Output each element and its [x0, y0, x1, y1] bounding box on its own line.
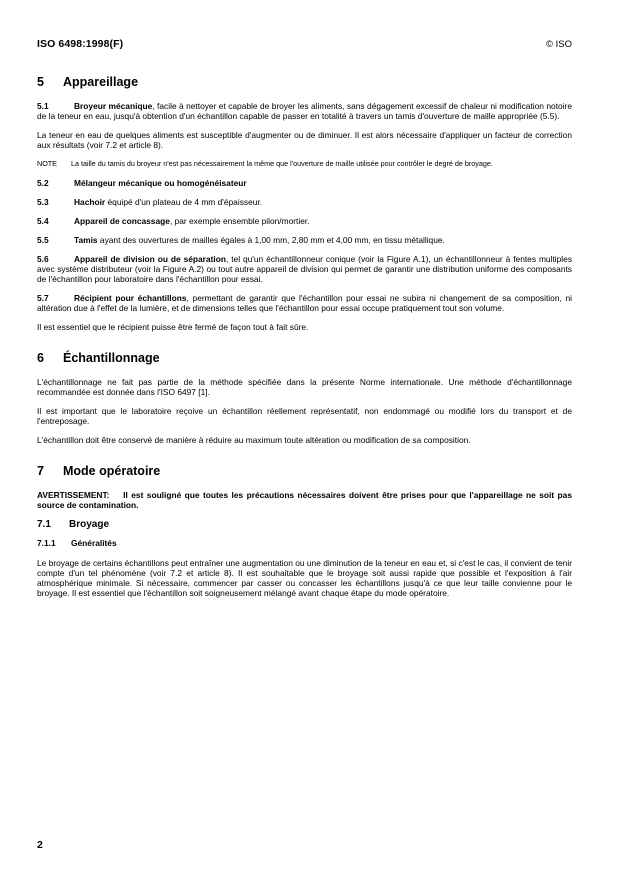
section-6-heading — [37, 351, 572, 365]
section-5-heading — [37, 75, 572, 89]
paragraph: Le broyage de certains échantillons peut entraîner une augmentation ou une diminution de la teneur en eau et, si c'est le cas, il convient de tenir compte d'un tel phénomène (voir 7.2 et article 8). Il est souhaitable que le broyage soit aussi rapide que possible et l'exposition à l'air atmosphérique minimale. Si nécessaire, commencer par casser ou concasser les échantillons jusqu'à ce que leur taille convienne pour le broyage. Il est essentiel que l'échantillon soit soigneusement mélangé avant chaque étape du mode opératoire. — [37, 557, 572, 598]
subsection-number: 7.1.1 — [37, 537, 56, 548]
paragraph: La teneur en eau de quelques aliments est susceptible d'augmenter ou de diminuer. Il est alors nécessaire d'appliquer un facteur de correction aux résultats (voir 7.2 et article 8). — [37, 130, 572, 150]
warning-text: AVERTISSEMENT: Il est souligné que toutes les précautions nécessaires doivent être prises pour que l'appareillage ne soit pas source de contamination. — [37, 489, 572, 510]
clause-5-7: 5.7 Récipient pour échantillons, permettant de garantir que l'échantillon pour essai ne subira ni changement de sa composition, ni altération due à l'effet de la lumière, et de dimensions telles que l'échantillon pour essai occupe pratiquement tout son volume. — [37, 292, 572, 313]
section-number: 5 — [37, 75, 44, 89]
section-7-heading — [37, 464, 572, 478]
paragraph: Il est important que le laboratoire reçoive un échantillon réellement représentatif, non endommagé ou modifié lors du transport et de l'entreposage. — [37, 405, 572, 426]
clause-5-3: 5.3 Hachoir équipé d'un plateau de 4 mm d'épaisseur. — [37, 196, 263, 207]
section-number: 7 — [37, 463, 44, 478]
clause-5-2: 5.2 Mélangeur mécanique ou homogénéisateur — [37, 177, 247, 188]
clause-5-4: 5.4 Appareil de concassage, par exemple ensemble pilon/mortier. — [37, 215, 310, 226]
clause-5-1: 5.1 Broyeur mécanique, facile à nettoyer et capable de broyer les aliments, sans dégagement excessif de chaleur ni modification notoire de la teneur en eau, jusqu'à obtention d'un échantillon capable de passer en totalité à travers un tamis d'ouverture de maille appropriée (5.5). — [37, 101, 572, 121]
document-id: ISO 6498:1998(F) — [37, 38, 124, 50]
subsection-7-1-1-heading — [37, 538, 572, 548]
section-title: Échantillonnage — [63, 350, 160, 365]
clause-5-6: 5.6 Appareil de division ou de séparation, tel qu'un échantillonneur conique (voir la Figure A.1), un échantillonneur à fentes multiples avec système distributeur (voir la Figure A.2) ou tout autre appareil de division qui permet de garantir une distribution uniforme des composants de l'échantillon pour laboratoire dans l'échantillon pour essai. — [37, 253, 573, 284]
copyright-label: © ISO — [545, 39, 572, 50]
paragraph: Il est essentiel que le récipient puisse être fermé de façon tout à fait sûre. — [37, 321, 309, 332]
subsection-title: Généralités — [71, 537, 117, 548]
section-title: Mode opératoire — [63, 463, 161, 478]
clause-5-5: 5.5 Tamis ayant des ouvertures de mailles égales à 1,00 mm, 2,80 mm et 4,00 mm, en tissu métallique. — [37, 234, 445, 245]
paragraph: L'échantillonnage ne fait pas partie de la méthode spécifiée dans la présente Norme internationale. Une méthode d'échantillonnage recommandée est donnée dans l'ISO 6497 [1]. — [37, 376, 572, 397]
section-number: 6 — [37, 350, 44, 365]
page-number: 2 — [37, 839, 43, 851]
section-title: Appareillage — [63, 75, 139, 89]
page-content — [37, 75, 572, 607]
paragraph: L'échantillon doit être conservé de manière à réduire au maximum toute altération ou modification de sa composition. — [37, 434, 471, 445]
subsection-number: 7.1 — [37, 518, 51, 530]
subsection-title: Broyage — [69, 518, 110, 530]
note: NOTE La taille du tamis du broyeur n'est pas nécessairement la même que l'ouverture de maille utilisée pour contrôler le degré de broyage. — [37, 159, 493, 168]
subsection-7-1-heading — [37, 519, 572, 530]
